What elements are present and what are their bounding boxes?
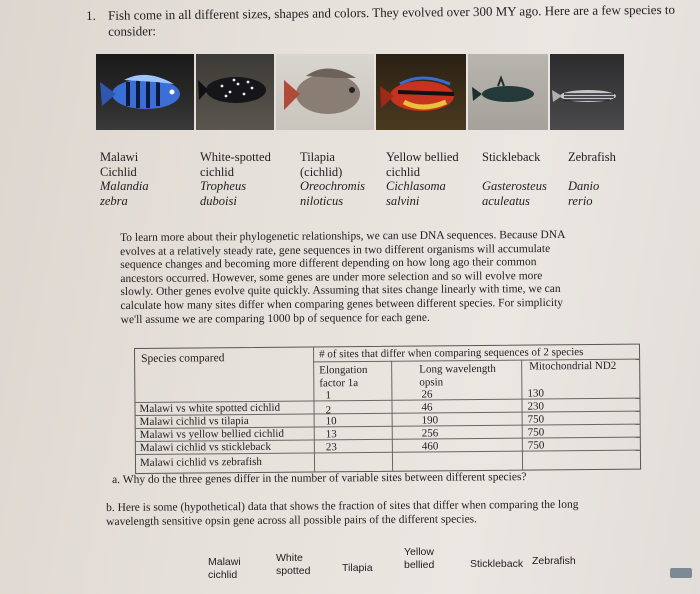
header-line: Yellow xyxy=(404,546,434,558)
table-cell: 10 xyxy=(325,415,337,428)
table-group-header: # of sites that differ when comparing sequences of 2 species xyxy=(319,346,584,361)
species-common-name: Tilapia xyxy=(300,150,335,164)
table-cell: 230 xyxy=(527,400,545,413)
species-common-name: Stickleback xyxy=(482,150,541,164)
species-stickleback xyxy=(482,150,547,208)
table-divider xyxy=(391,361,393,471)
paragraph-line: calculate how many sites differ when comparing genes between different species. For simplicity xyxy=(120,296,564,312)
species-scientific-name: salvini xyxy=(386,193,420,208)
species-scientific-name: Gasterosteus xyxy=(482,179,547,193)
table-row-pair: Malawi cichlid vs tilapia xyxy=(139,415,249,428)
header-white-spotted xyxy=(276,552,310,578)
species-yellow-bellied xyxy=(386,150,459,208)
species-common-name: Malawi xyxy=(100,150,139,164)
species-tilapia xyxy=(300,150,365,208)
header-malawi xyxy=(208,556,241,582)
table-cell: 1 xyxy=(325,389,331,402)
table-cell: 26 xyxy=(421,388,433,401)
tilapia-photo xyxy=(276,54,374,130)
intro-paragraph xyxy=(120,228,641,327)
yellow-bellied-cichlid-photo xyxy=(376,54,466,130)
species-compared-header: Species compared xyxy=(141,352,225,365)
opsin-header: Long wavelength xyxy=(419,362,496,376)
malawi-cichlid-photo xyxy=(96,54,194,130)
header-zebrafish: Zebrafish xyxy=(532,555,576,567)
white-spotted-cichlid-photo xyxy=(196,54,274,130)
header-line: bellied xyxy=(404,559,435,571)
species-scientific-name: Cichlasoma xyxy=(386,179,446,193)
zebrafish-photo xyxy=(550,54,624,130)
question-number: 1. xyxy=(86,7,96,23)
header-line: cichlid xyxy=(208,569,238,581)
paragraph-line: sequence changes and becoming more different depending on how long ago their common xyxy=(120,256,537,272)
scrollbar-thumb[interactable] xyxy=(670,568,692,578)
table-cell: 460 xyxy=(421,440,439,453)
species-scientific-name: Tropheus xyxy=(200,179,247,193)
question-1 xyxy=(86,1,686,39)
species-common-name: (cichlid) xyxy=(300,164,343,179)
table-cell: 750 xyxy=(527,426,545,439)
header-stickleback: Stickleback xyxy=(470,558,524,570)
paragraph-line: evolves at a relatively steady rate, gene sequences in two different organisms will accumulate xyxy=(120,242,551,258)
table-cell: 46 xyxy=(421,401,433,414)
species-common-name: cichlid xyxy=(386,164,421,179)
table-row-pair: Malawi vs white spotted cichlid xyxy=(139,401,281,415)
opsin-header: opsin xyxy=(419,376,444,389)
paragraph-line: To learn more about their phylogenetic relationships, we can use DNA sequences. Because DNA xyxy=(120,228,566,244)
species-scientific-name: duboisi xyxy=(200,193,237,208)
species-scientific-name: Oreochromis xyxy=(300,179,366,193)
species-scientific-name: niloticus xyxy=(300,193,344,208)
paragraph-line: ancestors occurred. However, some genes are under more selection and so will evolve more xyxy=(120,269,543,285)
paragraph-line: slowly. Other genes evolve quite quickly. Assuming that sites change linearly with time, we can xyxy=(120,283,561,299)
header-line: Malawi xyxy=(208,556,241,568)
question-b-line: wavelength sensitive opsin gene across all possible pairs of the different species. xyxy=(106,512,478,528)
species-scientific-name: rerio xyxy=(568,193,593,208)
table-cell: 256 xyxy=(421,427,439,440)
question-b-line: b. Here is some (hypothetical) data that shows the fraction of sites that differ when comparing the long xyxy=(106,498,579,514)
header-yellow-bellied xyxy=(404,546,434,572)
table-row-pair: Malawi cichlid vs stickleback xyxy=(139,440,271,454)
header-line: spotted xyxy=(276,565,311,577)
table-cell: 190 xyxy=(421,414,439,427)
table-cell: 750 xyxy=(527,413,545,426)
elongation-factor-header: Elongation xyxy=(319,363,368,377)
sites-table xyxy=(134,344,641,474)
table-divider xyxy=(521,360,523,470)
paragraph-line: we'll assume we are comparing 1000 bp of sequence for each gene. xyxy=(120,311,430,326)
species-common-name: Zebrafish xyxy=(568,150,616,164)
question-b xyxy=(106,498,646,529)
species-common-name xyxy=(482,165,547,180)
table-cell: 2 xyxy=(325,404,332,417)
species-scientific-name: zebra xyxy=(100,193,128,208)
table-cell: 13 xyxy=(325,428,337,441)
species-scientific-name: Danio xyxy=(568,179,600,193)
species-white-spotted xyxy=(200,150,271,208)
nd2-header: Mitochondrial ND2 xyxy=(529,359,617,373)
elongation-factor-header: factor 1a xyxy=(319,377,359,390)
table-row-pair: Malawi cichlid vs zebrafish xyxy=(139,455,262,469)
species-malawi xyxy=(100,150,149,208)
stickleback-photo xyxy=(468,54,548,130)
question-a: a. Why do the three genes differ in the number of variable sites between different species? xyxy=(112,471,527,486)
header-line: White xyxy=(276,552,303,564)
species-common-name xyxy=(568,165,616,180)
species-common-name: White-spotted xyxy=(200,150,271,164)
species-scientific-name: aculeatus xyxy=(482,193,530,208)
table-cell: 750 xyxy=(527,439,545,452)
table-cell: 130 xyxy=(527,387,544,400)
species-common-name: cichlid xyxy=(200,164,235,179)
question-1-text: Fish come in all different sizes, shapes and colors. They evolved over 300 MY ago. Here are a few species to consider: xyxy=(107,1,676,39)
header-tilapia: Tilapia xyxy=(342,562,373,574)
species-common-name: Yellow bellied xyxy=(386,150,459,164)
species-zebrafish xyxy=(568,150,616,208)
species-scientific-name: Malandia xyxy=(100,179,149,193)
species-common-name: Cichlid xyxy=(100,164,137,179)
table-row-pair: Malawi vs yellow bellied cichlid xyxy=(139,427,284,441)
table-cell: 23 xyxy=(325,441,337,454)
